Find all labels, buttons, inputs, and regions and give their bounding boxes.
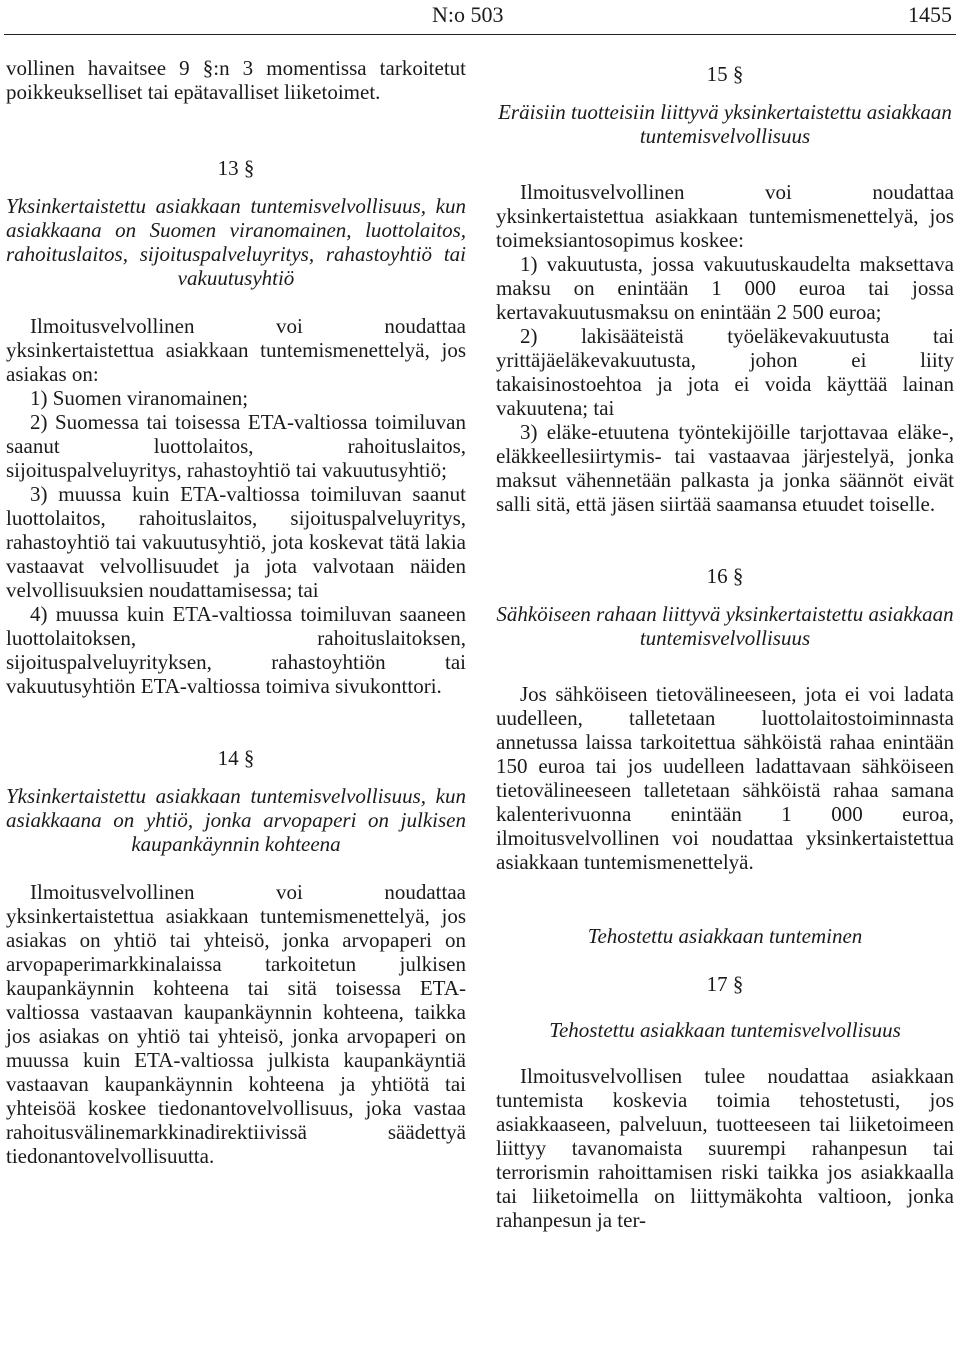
section-13-item-1: 1) Suomen viranomainen; xyxy=(30,386,249,410)
section-13-number: 13 § xyxy=(217,156,255,180)
section-13-item-4: 4) muussa kuin ETA-valtiossa toimiluvan saaneen luottolaitoksen, rahoituslaitoksen, sijoituspalveluyrityksen, rahastoyhtiön tai vakuutusyhtiön ETA-valtiossa toimiva sivukonttori. xyxy=(6,602,466,698)
continuation-paragraph: vollinen havaitsee 9 §:n 3 momentissa tarkoitetut poikkeukselliset tai epätavalliset liiketoimet. xyxy=(6,56,466,104)
section-14-title: Yksinkertaistettu asiakkaan tuntemisvelvollisuus, kun asiakkaana on yhtiö, jonka arvopaperi on julkisen kaupankäynnin kohteena xyxy=(6,784,466,856)
section-14-body: Ilmoitusvelvollinen voi noudattaa yksinkertaistettua asiakkaan tuntemismenettelyä, jos asiakas on yhtiö tai yhteisö, jonka arvopaperi on arvopaperimarkkinalaissa tarkoitetun julkisen kaupankäynnin kohteena tai sitä toisessa ETA-valtiossa vastaavan kaupankäynnin kohteena, taikka jos asiakas on yhtiö tai yhteisö, jonka arvopaperi on muussa kuin ETA-valtiossa julkista kaupankäyntiä vastaavan kaupankäynnin kohteena ja yhtiötä tai yhteisöä koskee tiedonantovelvollisuus, joka vastaa rahoitusvälinemarkkinadirektiivissä säädettyä tiedonantovelvollisuutta. xyxy=(6,880,466,1168)
section-13-item-2: 2) Suomessa tai toisessa ETA-valtiossa toimiluvan saanut luottolaitos, rahoituslaitos, sijoituspalveluyritys, rahastoyhtiö tai vakuutusyhtiö; xyxy=(6,410,466,482)
section-14-number: 14 § xyxy=(217,746,255,770)
section-16-title: Sähköiseen rahaan liittyvä yksinkertaistettu asiakkaan tuntemisvelvollisuus xyxy=(496,602,954,650)
section-17-number: 17 § xyxy=(706,972,744,996)
section-17-body: Ilmoitusvelvollisen tulee noudattaa asiakkaan tuntemista koskevia toimia tehostetusti, jos asiakkaaseen, palveluun, tuotteeseen tai liiketoimeen liittyy tavanomaista suurempi rahanpesun tai terrorismin rahoittamisen riski taikka jos asiakkaalla tai liiketoimella on liittymäkohta valtioon, jonka rahanpesun ja ter- xyxy=(496,1064,954,1232)
page-header xyxy=(0,0,960,36)
section-17-title: Tehostettu asiakkaan tuntemisvelvollisuus xyxy=(549,1018,901,1042)
left-column xyxy=(6,56,466,1168)
header-rule xyxy=(4,34,956,35)
page-number: 1455 xyxy=(908,2,952,27)
section-16-number: 16 § xyxy=(706,564,744,588)
section-15-item-3: 3) eläke-etuutena työntekijöille tarjottavaa eläke-, eläkkeellesiirtymis- tai vastaavaa järjestelyä, jonka maksut vähennetään palkasta ja jonka säännöt eivät salli sitä, että jäsen siirtää saamansa etuudet toiselle. xyxy=(496,420,954,516)
section-15-title: Eräisiin tuotteisiin liittyvä yksinkertaistettu asiakkaan tuntemisvelvollisuus xyxy=(498,100,952,148)
section-13-item-3: 3) muussa kuin ETA-valtiossa toimiluvan saanut luottolaitos, rahoituslaitos, sijoituspalveluyritys, rahastoyhtiö tai vakuutusyhtiö, jota koskevat tätä lakia vastaavat velvollisuudet ja jota valvotaan näiden velvollisuuksien noudattamisessa; tai xyxy=(6,482,466,602)
right-column xyxy=(496,56,954,1232)
section-15-item-1: 1) vakuutusta, jossa vakuutuskaudelta maksettava maksu on enintään 1 000 euroa tai jossa kertavakuutusmaksu on enintään 2 500 euroa; xyxy=(496,252,954,324)
chapter-heading: Tehostettu asiakkaan tunteminen xyxy=(587,924,863,948)
section-13-intro: Ilmoitusvelvollinen voi noudattaa yksinkertaistettua asiakkaan tuntemismenettelyä, jos asiakas on: xyxy=(6,314,466,386)
section-15-item-2: 2) lakisääteistä työeläkevakuutusta tai yrittäjäeläkevakuutusta, johon ei liity takaisinostoehtoa ja jota ei voida käyttää lainan vakuutena; tai xyxy=(496,324,954,420)
section-13-title: Yksinkertaistettu asiakkaan tuntemisvelvollisuus, kun asiakkaana on Suomen viranomainen, luottolaitos, rahoituslaitos, sijoituspalveluyritys, rahastoyhtiö tai vakuutusyhtiö xyxy=(6,194,466,290)
section-16-body: Jos sähköiseen tietovälineeseen, jota ei voi ladata uudelleen, talletetaan luottolaitostoiminnasta annetussa laissa tarkoitettua sähköistä rahaa enintään 150 euroa tai jos uudelleen ladattavaan sähköiseen tietovälineeseen talletetaan sähköistä rahaa samana kalenterivuonna enintään 1 000 euroa, ilmoitusvelvollinen voi noudattaa yksinkertaistettua asiakkaan tuntemismenettelyä. xyxy=(496,682,954,874)
section-15-number: 15 § xyxy=(706,62,744,86)
section-15-intro: Ilmoitusvelvollinen voi noudattaa yksinkertaistettua asiakkaan tuntemismenettelyä, jos toimeksiantosopimus koskee: xyxy=(496,180,954,252)
issue-number: N:o 503 xyxy=(432,2,504,27)
